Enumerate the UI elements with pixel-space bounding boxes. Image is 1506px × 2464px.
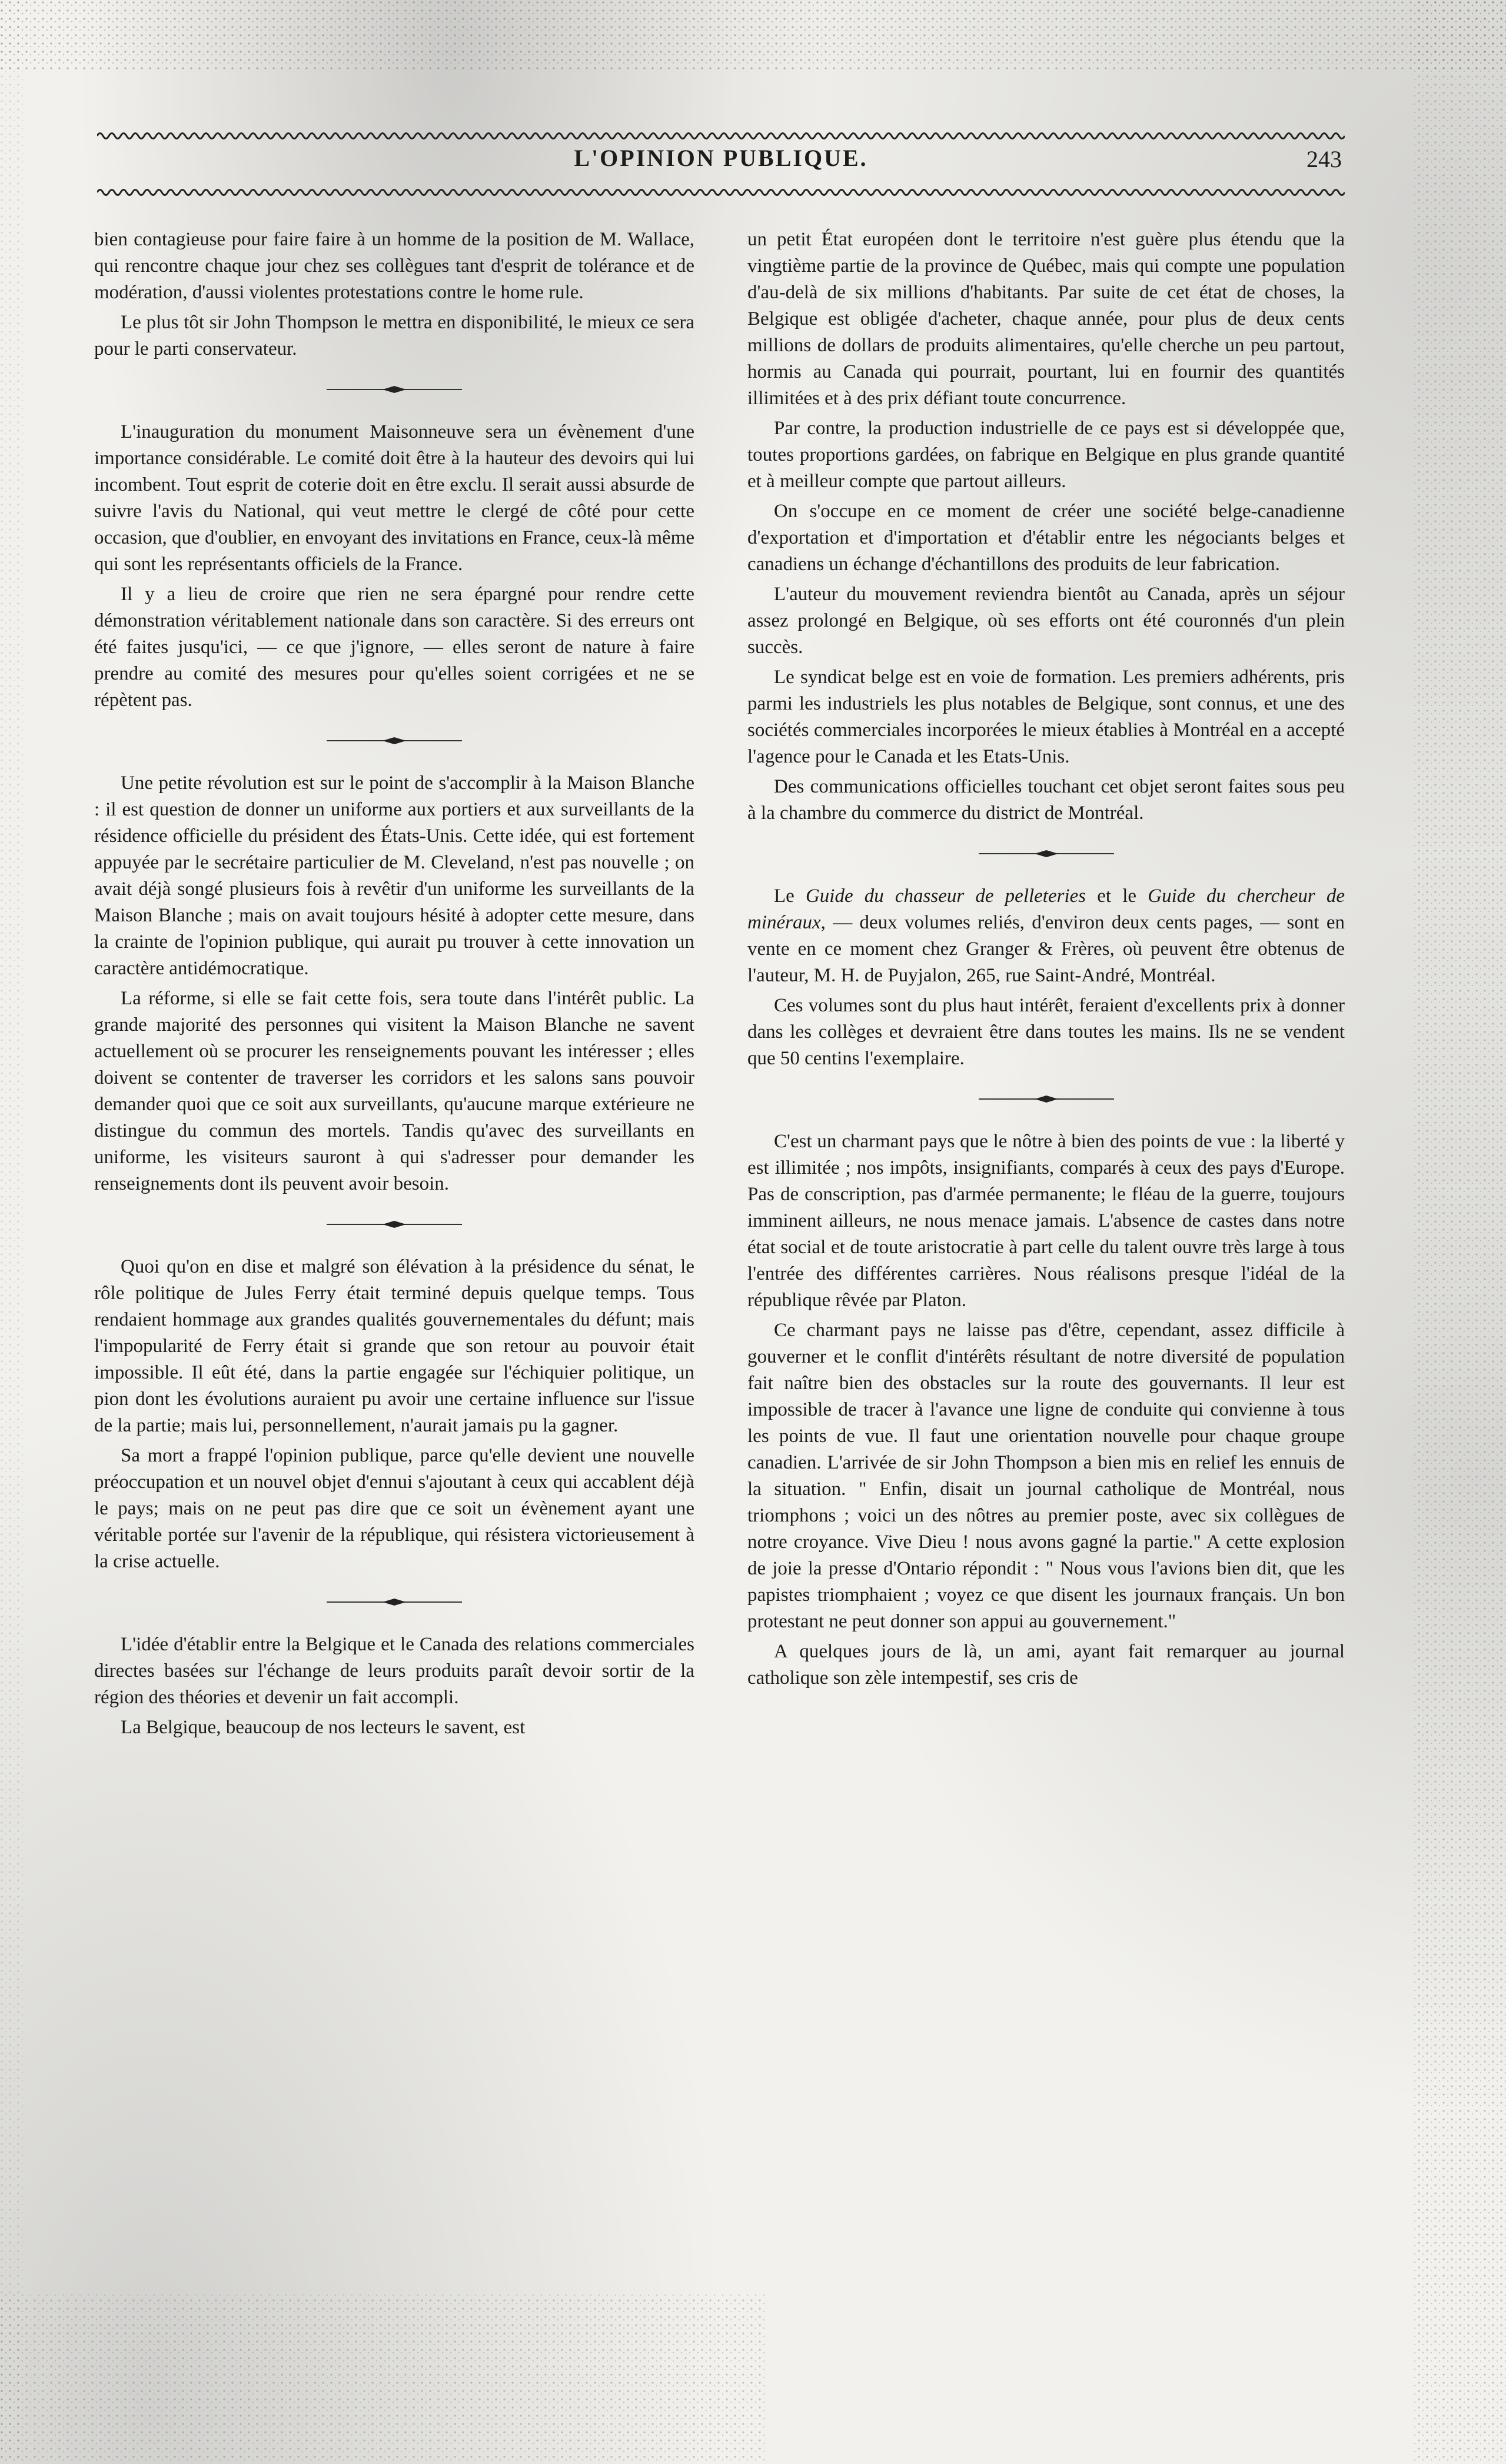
section-separator [747, 842, 1345, 865]
article-paragraph: Le plus tôt sir John Thompson le mettra en disponibilité, le mieux ce sera pour le parti conservateur. [94, 312, 694, 359]
article-paragraph: Par contre, la production industrielle de ce pays est si développée que, toutes proportions gardées, on fabrique en Belgique en plus grande quantité et à meilleur compte que partout ailleurs. [747, 418, 1345, 492]
article-paragraph: L'inauguration du monument Maisonneuve sera un évènement d'une importance considérable. Le comité doit être à la hauteur des devoirs qui lui incombent. Tout esprit de coterie doit en être exclu. Il serait aussi absurde de suivre l'avis du National, qui veut mettre le clergé de côté pour cette occasion, que d'oublier, en envoyant des invitations en France, ceux-là même qui sont les représentants officiels de la France. [94, 421, 694, 575]
section-separator [94, 729, 694, 752]
left-column [94, 227, 694, 1744]
section-separator [747, 1087, 1345, 1111]
top-wavy-rule [97, 131, 1345, 141]
page-header [94, 144, 1348, 179]
article-paragraph: Le syndicat belge est en voie de formation. Les premiers adhérents, pris parmi les industriels les plus notables de Belgique, sont connus, et une des sociétés commerciales incorporées le mieux établies à Montréal en a accepté l'agence pour le Canada et les Etats-Unis. [747, 667, 1345, 767]
article-paragraph: La réforme, si elle se fait cette fois, sera toute dans l'intérêt public. La grande majorité des personnes qui visitent la Maison Blanche ne savent actuellement où se procurer les renseignements pouvant les intéresser ; elles doivent se contenter de traverser les corridors et les salons sans pouvoir demander quoi que ce soit aux surveillants, qu'aucune marque extérieure ne distingue du commun des mortels. Tandis qu'avec des surveillants en uniforme, les visiteurs sauront à qui s'adresser pour demander les renseignements dont ils peuvent avoir besoin. [94, 988, 694, 1194]
text: , — deux volumes reliés, d'environ deux cents pages, — sont en vente en ce moment chez Granger & Frères, où peuvent être obtenus de l'auteur, M. H. de Puyjalon, 265, rue Saint-André, Montréal. [747, 912, 1345, 986]
section-separator [94, 1213, 694, 1236]
article-paragraph: A quelques jours de là, un ami, ayant fait remarquer au journal catholique son zèle intempestif, ses cris de [747, 1641, 1345, 1689]
article-paragraph: bien contagieuse pour faire faire à un homme de la position de M. Wallace, qui rencontre chaque jour chez ses collègues tant d'esprit de tolérance et de modération, d'aussi violentes protestations contre le home rule. [94, 229, 694, 303]
article-paragraph: La Belgique, beaucoup de nos lecteurs le savent, est [121, 1717, 526, 1738]
article-paragraph: Une petite révolution est sur le point de s'accomplir à la Maison Blanche : il est question de donner un uniforme aux portiers et aux surveillants de la résidence officielle du président des États-Unis. Cette idée, qui est fortement appuyée par le secrétaire particulier de M. Cleveland, n'est pas nouvelle ; on avait déjà songé plusieurs fois à revêtir d'un uniforme les surveillants de la Maison Blanche ; mais on avait toujours hésité à adopter cette mesure, dans la crainte de l'opinion publique, qui aurait pu trouver à cette innovation un caractère antidémocratique. [94, 773, 694, 979]
article-paragraph [747, 883, 1345, 989]
article-paragraph: On s'occupe en ce moment de créer une société belge-canadienne d'exportation et d'importation et d'établir entre les négociants belges et canadiens un échange d'échantillons des produits de leur fabrication. [747, 501, 1345, 575]
article-paragraph: L'auteur du mouvement reviendra bientôt au Canada, après un séjour assez prolongé en Belgique, où ses efforts ont été couronnés d'un plein succès. [747, 584, 1345, 658]
book-title: Guide du chercheur de minéraux [747, 885, 1345, 933]
page-number: 243 [1306, 146, 1342, 172]
section-separator [94, 378, 694, 401]
article-paragraph: Ce charmant pays ne laisse pas d'être, cependant, assez difficile à gouverner et le conflit d'intérêts résultant de notre diversité de population fait naître bien des obstacles sur la route des gouvernants. Il leur est impossible de tracer à l'avance une ligne de conduite qui convienne à tous les points de vue. Il faut une orientation nouvelle pour chaque groupe canadien. L'arrivée de sir John Thompson a bien mis en relief les ennuis de la situation. " Enfin, disait un journal catholique de Montréal, nous triomphons ; voici un des nôtres au premier poste, avec six collègues de notre croyance. Vive Dieu ! nous avons gagné la partie." A cette explosion de joie la presse d'Ontario répondit : " Nous vous l'avions bien dit, que les papistes triomphaient ; voyez ce que disent les journaux français. Un bon protestant ne peut donner son appui au gouvernement." [747, 1320, 1345, 1632]
text: Le [774, 885, 806, 907]
section-separator [94, 1590, 694, 1614]
article-paragraph: Il y a lieu de croire que rien ne sera épargné pour rendre cette démonstration véritablement nationale dans son caractère. Si des erreurs ont été faites jusqu'ici, — ce que j'ignore, — elles seront de nature à faire prendre au comité des mesures pour qu'elles soient corrigées et ne se répètent pas. [94, 584, 694, 711]
article-paragraph: Des communications officielles touchant cet objet seront faites sous peu à la chambre du commerce du district de Montréal. [747, 776, 1345, 824]
article-paragraph: Quoi qu'on en dise et malgré son élévation à la présidence du sénat, le rôle politique de Jules Ferry était terminé depuis quelque temps. Tous rendaient hommage aux grandes qualités gouvernementales du défunt; mais l'impopularité de Ferry était si grande que son retour au pouvoir était impossible. Il eût été, dans la partie engagée sur l'échiquier politique, un pion dont les évolutions auraient pu avoir une certaine influence sur l'issue de la partie; mais lui, personnellement, n'aurait jamais pu la gagner. [94, 1256, 694, 1436]
article-paragraph: un petit État européen dont le territoire n'est guère plus étendu que la vingtième partie de la province de Québec, mais qui compte une population d'au-delà de six millions d'habitants. Par suite de cet état de choses, la Belgique est obligée d'acheter, chaque année, pour plus de deux cents millions de dollars de produits alimentaires, qu'elle cherche un peu partout, hormis au Canada qui pourrait, pourtant, lui en fournir des quantités illimitées et à des prix défiant toute concurrence. [747, 229, 1345, 409]
book-title: Guide du chasseur de pelleteries [805, 885, 1086, 907]
article-paragraph: Sa mort a frappé l'opinion publique, parce qu'elle devient une nouvelle préoccupation et un nouvel objet d'ennui s'ajoutant à ceux qui accablent déjà le pays; mais on ne peut pas dire que ce soit un évènement ayant une véritable portée sur l'avenir de la république, qui résistera victorieusement à la crise actuelle. [94, 1445, 694, 1572]
text: et le [1086, 885, 1148, 907]
article-paragraph: Ces volumes sont du plus haut intérêt, feraient d'excellents prix à donner dans les collèges et devraient être dans toutes les mains. Ils ne se vendent que 50 centins l'exemplaire. [747, 995, 1345, 1069]
right-column [747, 227, 1345, 1695]
article-paragraph: L'idée d'établir entre la Belgique et le Canada des relations commerciales directes basées sur l'échange de leurs produits paraît devoir sortir de la région des théories et devenir un fait accompli. [94, 1634, 694, 1708]
article-paragraph: C'est un charmant pays que le nôtre à bien des points de vue : la liberté y est illimitée ; nos impôts, insignifiants, comparés à ceux des pays d'Europe. Pas de conscription, pas d'armée permanente; le fléau de la guerre, toujours imminent ailleurs, ne nous menace jamais. L'absence de castes dans notre état social et de toute aristocratie à part celle du talent ouvre très large à tous l'entrée des différentes carrières. Nous réalisons presque l'idéal de la république rêvée par Platon. [747, 1131, 1345, 1311]
header-wavy-rule [97, 187, 1345, 198]
newspaper-title: L'OPINION PUBLIQUE. [574, 145, 868, 171]
